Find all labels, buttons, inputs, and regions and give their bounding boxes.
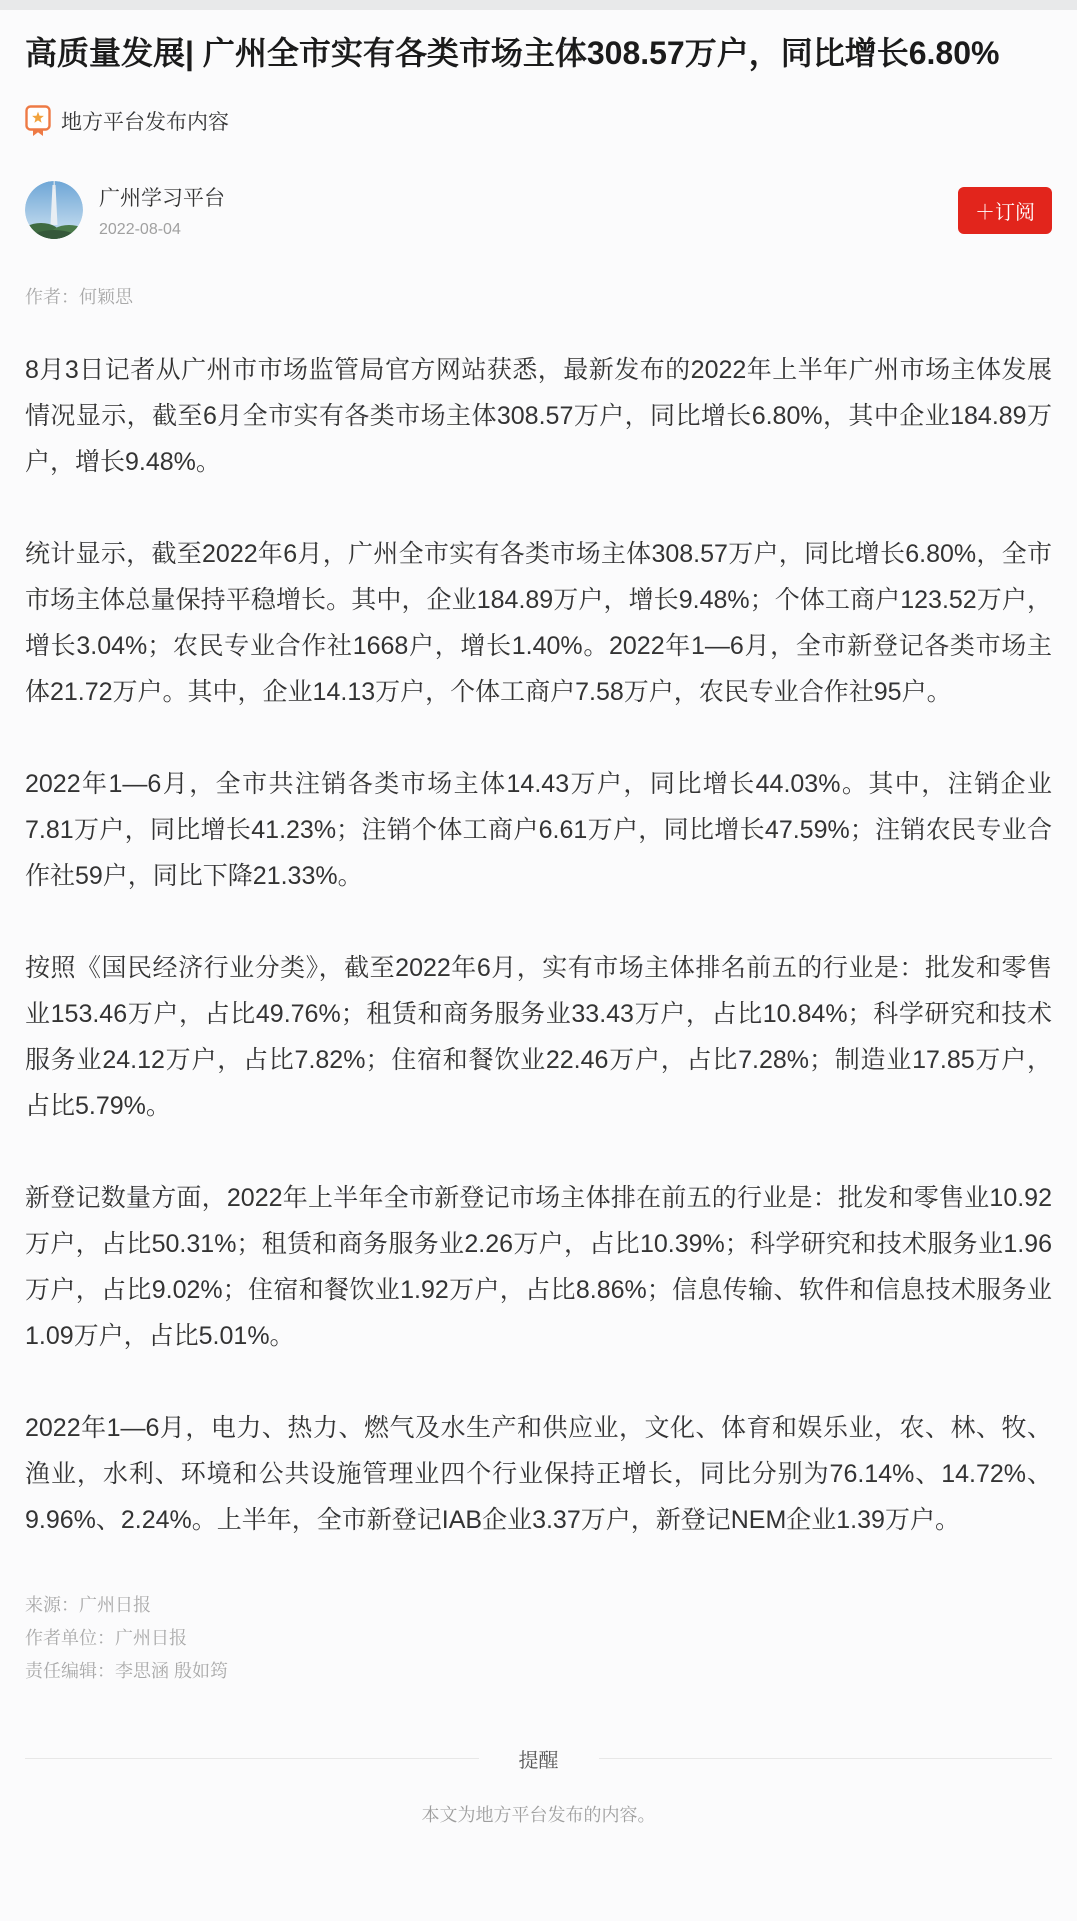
notice-title: 提醒: [518, 1750, 559, 1772]
ribbon-star-badge-icon: [25, 105, 51, 137]
editor-line: 责任编辑：李思涵 殷如筠: [25, 1661, 228, 1681]
divider-line: [599, 1758, 1053, 1759]
publisher-info: [99, 182, 225, 239]
source-line: 来源：广州日报: [25, 1595, 151, 1615]
paragraph: 2022年1—6月，全市共注销各类市场主体14.43万户，同比增长44.03%。其中，注销企业7.81万户，同比增长41.23%；注销个体工商户6.61万户，同比增长47.59%；注销农民专业合作社59户，同比下降21.33%。: [25, 770, 1052, 890]
content-badge: [25, 105, 1052, 137]
publisher-name[interactable]: 广州学习平台: [99, 186, 225, 210]
badge-label: 地方平台发布内容: [61, 111, 229, 134]
paragraph: 统计显示，截至2022年6月，广州全市实有各类市场主体308.57万户，同比增长6.80%，全市市场主体总量保持平稳增长。其中，企业184.89万户，增长9.48%；个体工商户123.52万户，增长3.04%；农民专业合作社1668户，增长1.40%。2022年1—6月，全市新登记各类市场主体21.72万户。其中，企业14.13万户，个体工商户7.58万户，农民专业合作社95户。: [25, 540, 1052, 706]
notice-text: 本文为地方平台发布的内容。: [421, 1805, 656, 1825]
article-body: [25, 347, 1052, 1543]
publisher-avatar[interactable]: [25, 181, 83, 239]
top-strip: [0, 0, 1077, 10]
notice-section: [25, 1744, 1052, 1827]
notice-divider: [25, 1744, 1052, 1773]
page-title: 高质量发展| 广州全市实有各类市场主体308.57万户，同比增长6.80%: [25, 35, 1000, 71]
article-page: [0, 30, 1077, 1827]
article-footer: [25, 1589, 1052, 1688]
paragraph: 新登记数量方面，2022年上半年全市新登记市场主体排在前五的行业是：批发和零售业10.92万户，占比50.31%；租赁和商务服务业2.26万户，占比10.39%；科学研究和技术服务业1.96万户，占比9.02%；住宿和餐饮业1.92万户，占比8.86%；信息传输、软件和信息技术服务业1.09万户，占比5.01%。: [25, 1184, 1052, 1350]
divider-line: [25, 1758, 479, 1759]
paragraph: 按照《国民经济行业分类》，截至2022年6月，实有市场主体排名前五的行业是：批发和零售业153.46万户，占比49.76%；租赁和商务服务业33.43万户，占比10.84%；科学研究和技术服务业24.12万户，占比7.82%；住宿和餐饮业22.46万户，占比7.28%；制造业17.85万户，占比5.79%。: [25, 954, 1052, 1120]
author-line: 作者：何颖思: [25, 287, 133, 307]
paragraph: 2022年1—6月，电力、热力、燃气及水生产和供应业，文化、体育和娱乐业，农、林、牧、渔业，水利、环境和公共设施管理业四个行业保持正增长，同比分别为76.14%、14.72%、9.96%、2.24%。上半年，全市新登记IAB企业3.37万户，新登记NEM企业1.39万户。: [25, 1414, 1052, 1534]
publish-date: 2022-08-04: [99, 220, 181, 238]
author-unit-line: 作者单位：广州日报: [25, 1628, 187, 1648]
subscribe-button[interactable]: ＋订阅: [958, 187, 1052, 234]
publisher-row: [25, 181, 1052, 239]
paragraph: 8月3日记者从广州市市场监管局官方网站获悉，最新发布的2022年上半年广州市场主体发展情况显示，截至6月全市实有各类市场主体308.57万户，同比增长6.80%，其中企业184.89万户，增长9.48%。: [25, 356, 1052, 476]
